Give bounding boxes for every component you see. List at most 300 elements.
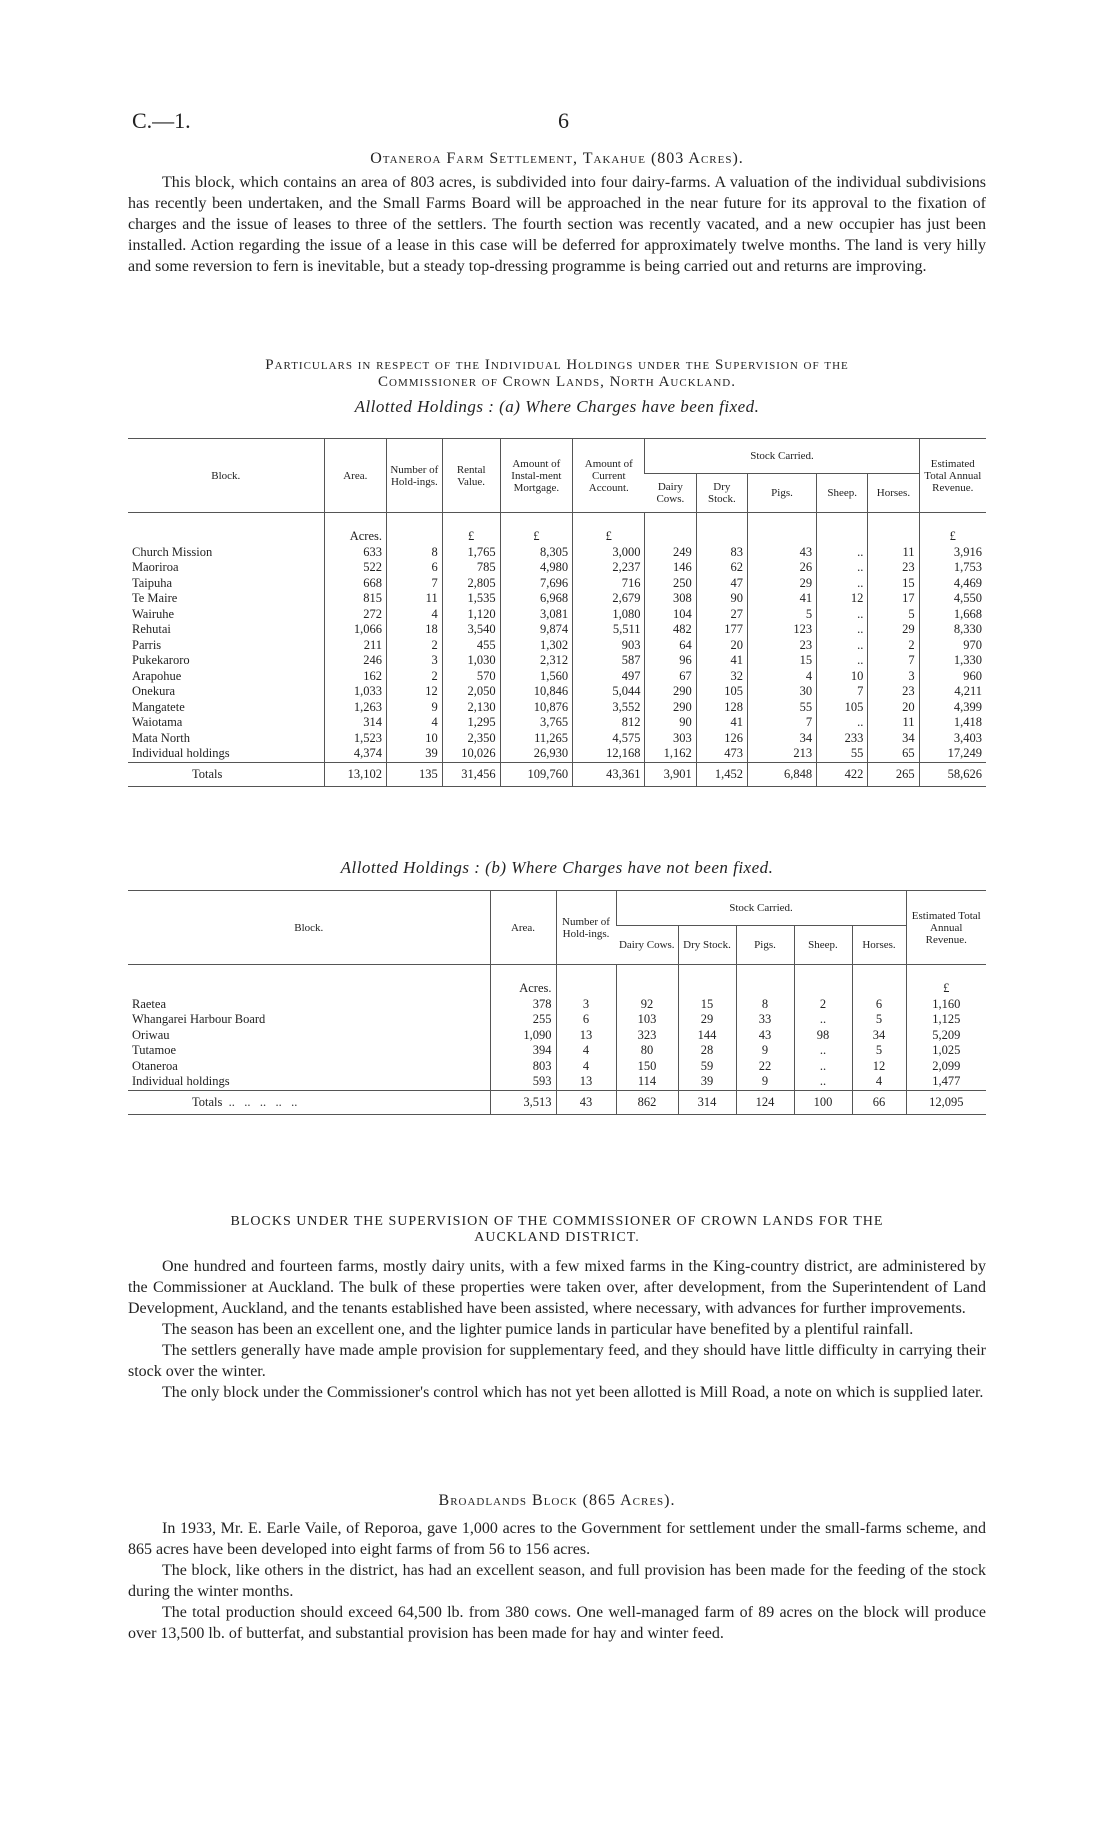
cell-block: Rehutai: [132, 622, 171, 636]
cell-horses: 12: [852, 1059, 906, 1075]
cell-dairy: 104: [645, 607, 696, 623]
cell-holdings: 4: [556, 1059, 616, 1075]
cell-dry: 126: [696, 731, 747, 747]
cell-horses: 4: [852, 1074, 906, 1090]
totals-horses-b: 66: [852, 1090, 906, 1115]
cell-revenue: 1,125: [906, 1012, 986, 1028]
cell-horses: 3: [868, 669, 919, 685]
particulars-line-1: Particulars in respect of the Individual Holdings under the Supervision of the: [265, 357, 849, 373]
totals-holdings: 135: [387, 762, 443, 787]
cell-horses: 29: [868, 622, 919, 638]
cell-area: 803: [490, 1059, 556, 1075]
cell-horses: 11: [868, 545, 919, 561]
blocks-title-line-2: AUCKLAND DISTRICT.: [474, 1230, 640, 1245]
cell-horses: 34: [868, 731, 919, 747]
totals-revenue-b: 12,095: [906, 1090, 986, 1115]
cell-sheep: ..: [817, 607, 868, 623]
cell-area: 314: [324, 715, 386, 731]
cell-area: 394: [490, 1043, 556, 1059]
broadlands-paragraph: The block, like others in the district, has had an excellent season, and full provision has been made for the feeding of the stock during the winter months.: [128, 1562, 986, 1600]
cell-dry: 83: [696, 545, 747, 561]
cell-area: 211: [324, 638, 386, 654]
cell-rental: 2,350: [442, 731, 500, 747]
cell-holdings: 2: [387, 669, 443, 685]
totals-label: Totals: [128, 762, 324, 787]
cell-pigs: 26: [747, 560, 816, 576]
cell-block: Tutamoe: [132, 1043, 176, 1057]
cell-instalment: 6,968: [500, 591, 572, 607]
cell-pigs: 41: [747, 591, 816, 607]
cell-instalment: 3,765: [500, 715, 572, 731]
cell-area: 522: [324, 560, 386, 576]
table-row: [128, 1028, 986, 1044]
table-row: [128, 545, 986, 561]
cell-area: 378: [490, 997, 556, 1013]
unit-instalment: £: [500, 513, 572, 545]
blocks-paragraph: The settlers generally have made ample provision for supplementary feed, and they should have little difficulty in carrying their stock over the winter.: [128, 1342, 986, 1380]
cell-current: 3,552: [573, 700, 645, 716]
cell-pigs: 7: [747, 715, 816, 731]
cell-sheep: 7: [817, 684, 868, 700]
table-row: [128, 700, 986, 716]
cell-instalment: 8,305: [500, 545, 572, 561]
page-header: [128, 108, 986, 138]
cell-dairy: 290: [645, 700, 696, 716]
totals-dairy: 3,901: [645, 762, 696, 787]
cell-holdings: 4: [556, 1043, 616, 1059]
col-area-b: Area.: [490, 891, 556, 965]
particulars-line-2: Commissioner of Crown Lands, North Auckland.: [378, 374, 736, 390]
cell-sheep: 12: [817, 591, 868, 607]
cell-area: 1,263: [324, 700, 386, 716]
cell-rental: 1,295: [442, 715, 500, 731]
cell-rental: 1,120: [442, 607, 500, 623]
cell-revenue: 970: [919, 638, 986, 654]
cell-revenue: 1,477: [906, 1074, 986, 1090]
cell-block: Taipuha: [132, 575, 173, 590]
cell-sheep: 98: [794, 1028, 852, 1044]
cell-sheep: ..: [794, 1074, 852, 1090]
totals-sheep: 422: [817, 762, 868, 787]
cell-dairy: 1,162: [645, 746, 696, 762]
page-number: 6: [558, 108, 569, 133]
cell-current: 716: [573, 576, 645, 592]
cell-holdings: 18: [387, 622, 443, 638]
cell-sheep: ..: [817, 622, 868, 638]
cell-current: 3,000: [573, 545, 645, 561]
cell-holdings: 7: [387, 576, 443, 592]
cell-dairy: 80: [616, 1043, 678, 1059]
cell-revenue: 4,399: [919, 700, 986, 716]
cell-pigs: 33: [736, 1012, 794, 1028]
cell-area: 1,090: [490, 1028, 556, 1044]
cell-rental: 2,805: [442, 576, 500, 592]
unit-area: Acres.: [324, 513, 386, 545]
cell-pigs: 213: [747, 746, 816, 762]
broadlands-section: [128, 1492, 986, 1644]
cell-rental: 455: [442, 638, 500, 654]
cell-pigs: 15: [747, 653, 816, 669]
cell-rental: 1,765: [442, 545, 500, 561]
table-a-grid: [128, 438, 986, 787]
blocks-section: [128, 1214, 986, 1403]
cell-pigs: 9: [736, 1074, 794, 1090]
table-row: [128, 607, 986, 623]
cell-dairy: 64: [645, 638, 696, 654]
cell-dairy: 114: [616, 1074, 678, 1090]
cell-holdings: 9: [387, 700, 443, 716]
col-instalment: Amount of Instal-ment Mortgage.: [500, 439, 572, 513]
cell-holdings: 13: [556, 1074, 616, 1090]
cell-rental: 1,030: [442, 653, 500, 669]
totals-pigs-b: 124: [736, 1090, 794, 1115]
cell-current: 5,044: [573, 684, 645, 700]
cell-horses: 17: [868, 591, 919, 607]
cell-area: 4,374: [324, 746, 386, 762]
cell-dairy: 323: [616, 1028, 678, 1044]
unit-current: £: [573, 513, 645, 545]
cell-pigs: 23: [747, 638, 816, 654]
cell-sheep: 2: [794, 997, 852, 1013]
cell-block: Waiotama: [132, 715, 183, 729]
cell-horses: 5: [852, 1043, 906, 1059]
cell-dry: 41: [696, 715, 747, 731]
col-holdings-b: Number of Hold-ings.: [556, 891, 616, 965]
table-row: [128, 997, 986, 1013]
totals-area-b: 3,513: [490, 1090, 556, 1115]
cell-area: 593: [490, 1074, 556, 1090]
table-row: [128, 669, 986, 685]
cell-pigs: 43: [736, 1028, 794, 1044]
cell-revenue: 1,753: [919, 560, 986, 576]
document-code: C.—1.: [132, 108, 191, 133]
cell-horses: 2: [868, 638, 919, 654]
table-a-body: [128, 545, 986, 763]
cell-revenue: 3,403: [919, 731, 986, 747]
broadlands-paragraph: In 1933, Mr. E. Earle Vaile, of Reporoa, gave 1,000 acres to the Government for settlement under the small-farms scheme, and 865 acres have been developed into eight farms of from 56 to 156 acres.: [128, 1520, 986, 1558]
col-sheep: Sheep.: [817, 474, 868, 513]
cell-sheep: ..: [817, 545, 868, 561]
cell-dairy: 67: [645, 669, 696, 685]
broadlands-paragraph: The total production should exceed 64,500 lb. from 380 cows. One well-managed farm of 89 acres on the block will produce over 13,500 lb. of butterfat, and substantial provision has been made for hay and winter feed.: [128, 1604, 986, 1642]
col-stock-carried: Stock Carried.: [645, 439, 919, 474]
cell-area: 1,066: [324, 622, 386, 638]
cell-revenue: 4,469: [919, 576, 986, 592]
cell-holdings: 6: [556, 1012, 616, 1028]
cell-dairy: 92: [616, 997, 678, 1013]
cell-instalment: 26,930: [500, 746, 572, 762]
cell-revenue: 17,249: [919, 746, 986, 762]
cell-area: 246: [324, 653, 386, 669]
cell-horses: 11: [868, 715, 919, 731]
cell-horses: 5: [868, 607, 919, 623]
cell-horses: 15: [868, 576, 919, 592]
col-block-b: Block.: [128, 891, 490, 965]
particulars-heading: [128, 357, 986, 417]
cell-holdings: 10: [387, 731, 443, 747]
cell-area: 1,033: [324, 684, 386, 700]
cell-pigs: 5: [747, 607, 816, 623]
cell-dairy: 482: [645, 622, 696, 638]
cell-holdings: 3: [387, 653, 443, 669]
cell-current: 2,237: [573, 560, 645, 576]
cell-current: 1,080: [573, 607, 645, 623]
cell-sheep: ..: [794, 1043, 852, 1059]
cell-pigs: 22: [736, 1059, 794, 1075]
cell-dairy: 150: [616, 1059, 678, 1075]
cell-pigs: 30: [747, 684, 816, 700]
cell-holdings: 39: [387, 746, 443, 762]
table-b-body: [128, 997, 986, 1091]
cell-sheep: 55: [817, 746, 868, 762]
cell-holdings: 6: [387, 560, 443, 576]
cell-block: Individual holdings: [132, 1074, 230, 1088]
cell-current: 497: [573, 669, 645, 685]
cell-rental: 2,130: [442, 700, 500, 716]
cell-instalment: 1,560: [500, 669, 572, 685]
cell-sheep: ..: [817, 653, 868, 669]
broadlands-title: Broadlands Block (865 Acres).: [438, 1492, 676, 1509]
table-b-totals-row: [128, 1090, 986, 1115]
cell-area: 633: [324, 545, 386, 561]
col-revenue: Estimated Total Annual Revenue.: [919, 439, 986, 513]
cell-block: Arapohue: [132, 668, 182, 683]
cell-dairy: 249: [645, 545, 696, 561]
col-horses-b: Horses.: [852, 926, 906, 965]
cell-current: 2,679: [573, 591, 645, 607]
table-b: [128, 890, 986, 1115]
col-dry-b: Dry Stock.: [678, 926, 736, 965]
cell-dry: 473: [696, 746, 747, 762]
cell-sheep: ..: [817, 638, 868, 654]
cell-pigs: 8: [736, 997, 794, 1013]
otaneroa-body: This block, which contains an area of 803 acres, is subdivided into four dairy-farms. A valuation of the individual subdivisions has recently been undertaken, and the Small Farms Board will be approached in the near future for its approval to the fixation of charges and the issue of leases to three of the settlers. The fourth section was recently vacated, and a new occupier has just been installed. Action regarding the issue of a lease in this case will be deferred for approximately twelve months. The land is very hilly and some reversion to fern is inevitable, but a steady top-dressing programme is being carried out and returns are improving.: [128, 174, 986, 275]
cell-revenue: 5,209: [906, 1028, 986, 1044]
cell-instalment: 10,846: [500, 684, 572, 700]
cell-block: Raetea: [132, 996, 167, 1011]
totals-horses: 265: [868, 762, 919, 787]
cell-pigs: 9: [736, 1043, 794, 1059]
cell-holdings: 12: [387, 684, 443, 700]
cell-horses: 5: [852, 1012, 906, 1028]
cell-pigs: 123: [747, 622, 816, 638]
cell-block: Mangatete: [132, 699, 185, 714]
cell-revenue: 4,550: [919, 591, 986, 607]
cell-pigs: 29: [747, 576, 816, 592]
table-a-subtitle: Allotted Holdings : (a) Where Charges have been fixed.: [354, 397, 760, 416]
table-row: [128, 1012, 986, 1028]
cell-revenue: 1,160: [906, 997, 986, 1013]
cell-dry: 47: [696, 576, 747, 592]
cell-pigs: 34: [747, 731, 816, 747]
otaneroa-section: [128, 150, 986, 277]
cell-instalment: 11,265: [500, 731, 572, 747]
cell-block: Parris: [132, 637, 162, 652]
cell-current: 812: [573, 715, 645, 731]
totals-holdings-b: 43: [556, 1090, 616, 1115]
totals-dairy-b: 862: [616, 1090, 678, 1115]
cell-sheep: 233: [817, 731, 868, 747]
cell-holdings: 11: [387, 591, 443, 607]
col-horses: Horses.: [868, 474, 919, 513]
cell-pigs: 55: [747, 700, 816, 716]
cell-dairy: 96: [645, 653, 696, 669]
blocks-paragraph: The season has been an excellent one, and the lighter pumice lands in particular have benefited by a plentiful rainfall.: [162, 1321, 914, 1338]
blocks-paragraph: The only block under the Commissioner's control which has not yet been allotted is Mill Road, a note on which is supplied later.: [162, 1384, 984, 1401]
cell-instalment: 3,081: [500, 607, 572, 623]
cell-instalment: 1,302: [500, 638, 572, 654]
totals-dry-b: 314: [678, 1090, 736, 1115]
cell-sheep: ..: [794, 1012, 852, 1028]
cell-dairy: 308: [645, 591, 696, 607]
cell-area: 255: [490, 1012, 556, 1028]
unit-revenue-b: £: [906, 965, 986, 997]
cell-revenue: 1,418: [919, 715, 986, 731]
cell-dry: 62: [696, 560, 747, 576]
cell-horses: 7: [868, 653, 919, 669]
totals-area: 13,102: [324, 762, 386, 787]
cell-horses: 65: [868, 746, 919, 762]
table-a-header-row-1: [128, 439, 986, 474]
table-row: [128, 1059, 986, 1075]
table-row: [128, 576, 986, 592]
cell-block: Individual holdings: [132, 746, 230, 760]
col-dairy: Dairy Cows.: [645, 474, 696, 513]
cell-dry: 105: [696, 684, 747, 700]
cell-block: Mata North: [132, 730, 190, 745]
table-row: [128, 715, 986, 731]
cell-revenue: 4,211: [919, 684, 986, 700]
totals-label-b-text: Totals: [192, 1094, 223, 1109]
cell-block: Whangarei Harbour Board: [132, 1012, 266, 1026]
col-stock-carried-b: Stock Carried.: [616, 891, 906, 926]
totals-current: 43,361: [573, 762, 645, 787]
totals-label-b: Totals .. .. .. .. ..: [128, 1090, 490, 1115]
totals-sheep-b: 100: [794, 1090, 852, 1115]
cell-rental: 2,050: [442, 684, 500, 700]
cell-instalment: 10,876: [500, 700, 572, 716]
table-row: [128, 591, 986, 607]
cell-revenue: 3,916: [919, 545, 986, 561]
cell-dry: 20: [696, 638, 747, 654]
cell-sheep: ..: [817, 560, 868, 576]
table-b-units-row: [128, 965, 986, 997]
cell-dry: 59: [678, 1059, 736, 1075]
cell-dry: 15: [678, 997, 736, 1013]
col-sheep-b: Sheep.: [794, 926, 852, 965]
col-holdings: Number of Hold-ings.: [387, 439, 443, 513]
table-a-units-row: [128, 513, 986, 545]
cell-dry: 28: [678, 1043, 736, 1059]
cell-instalment: 7,696: [500, 576, 572, 592]
table-row: [128, 684, 986, 700]
col-dry: Dry Stock.: [696, 474, 747, 513]
blocks-title-line-1: BLOCKS UNDER THE SUPERVISION OF THE COMMISSIONER OF CROWN LANDS FOR THE: [230, 1214, 884, 1229]
table-b-header-row-1: [128, 891, 986, 926]
table-a-totals-row: [128, 762, 986, 787]
cell-dry: 144: [678, 1028, 736, 1044]
cell-dry: 90: [696, 591, 747, 607]
col-pigs-b: Pigs.: [736, 926, 794, 965]
otaneroa-title: Otaneroa Farm Settlement, Takahue (803 Acres).: [370, 150, 744, 167]
cell-pigs: 43: [747, 545, 816, 561]
cell-revenue: 2,099: [906, 1059, 986, 1075]
cell-holdings: 4: [387, 607, 443, 623]
cell-current: 4,575: [573, 731, 645, 747]
blocks-paragraph: One hundred and fourteen farms, mostly dairy units, with a few mixed farms in the King-country district, are administered by the Commissioner at Auckland. The bulk of these properties were taken over, after development, from the Superintendent of Land Development, Auckland, and the tenants established have been assisted, where necessary, with advances for further improvements.: [128, 1258, 986, 1317]
table-row: [128, 731, 986, 747]
col-rental: Rental Value.: [442, 439, 500, 513]
cell-holdings: 2: [387, 638, 443, 654]
cell-rental: 3,540: [442, 622, 500, 638]
cell-dry: 177: [696, 622, 747, 638]
cell-block: Onekura: [132, 684, 176, 698]
cell-dry: 39: [678, 1074, 736, 1090]
cell-sheep: 10: [817, 669, 868, 685]
cell-sheep: 105: [817, 700, 868, 716]
table-row: [128, 638, 986, 654]
table-row: [128, 653, 986, 669]
cell-holdings: 3: [556, 997, 616, 1013]
cell-dry: 29: [678, 1012, 736, 1028]
cell-dairy: 103: [616, 1012, 678, 1028]
totals-revenue: 58,626: [919, 762, 986, 787]
cell-current: 12,168: [573, 746, 645, 762]
cell-block: Pukekaroro: [132, 653, 190, 667]
cell-block: Wairuhe: [132, 606, 175, 621]
cell-dairy: 290: [645, 684, 696, 700]
cell-revenue: 1,025: [906, 1043, 986, 1059]
cell-area: 815: [324, 591, 386, 607]
table-a: [128, 438, 986, 787]
totals-instalment: 109,760: [500, 762, 572, 787]
table-row: [128, 1074, 986, 1090]
col-dairy-b: Dairy Cows.: [616, 926, 678, 965]
cell-horses: 6: [852, 997, 906, 1013]
cell-sheep: ..: [817, 715, 868, 731]
cell-rental: 10,026: [442, 746, 500, 762]
cell-area: 162: [324, 669, 386, 685]
cell-revenue: 960: [919, 669, 986, 685]
cell-instalment: 4,980: [500, 560, 572, 576]
cell-revenue: 1,668: [919, 607, 986, 623]
cell-dry: 41: [696, 653, 747, 669]
cell-rental: 1,535: [442, 591, 500, 607]
cell-holdings: 8: [387, 545, 443, 561]
col-pigs: Pigs.: [747, 474, 816, 513]
col-revenue-b: Estimated Total Annual Revenue.: [906, 891, 986, 965]
unit-revenue: £: [919, 513, 986, 545]
cell-instalment: 2,312: [500, 653, 572, 669]
cell-revenue: 1,330: [919, 653, 986, 669]
cell-dry: 128: [696, 700, 747, 716]
table-row: [128, 622, 986, 638]
totals-rental: 31,456: [442, 762, 500, 787]
cell-horses: 20: [868, 700, 919, 716]
cell-current: 5,511: [573, 622, 645, 638]
cell-instalment: 9,874: [500, 622, 572, 638]
table-row: [128, 746, 986, 762]
col-block: Block.: [128, 439, 324, 513]
table-row: [128, 1043, 986, 1059]
col-current: Amount of Current Account.: [573, 439, 645, 513]
table-b-subtitle: Allotted Holdings : (b) Where Charges have not been fixed.: [340, 858, 774, 877]
cell-revenue: 8,330: [919, 622, 986, 638]
cell-area: 272: [324, 607, 386, 623]
cell-dairy: 250: [645, 576, 696, 592]
cell-block: Te Maire: [132, 591, 178, 605]
cell-holdings: 4: [387, 715, 443, 731]
